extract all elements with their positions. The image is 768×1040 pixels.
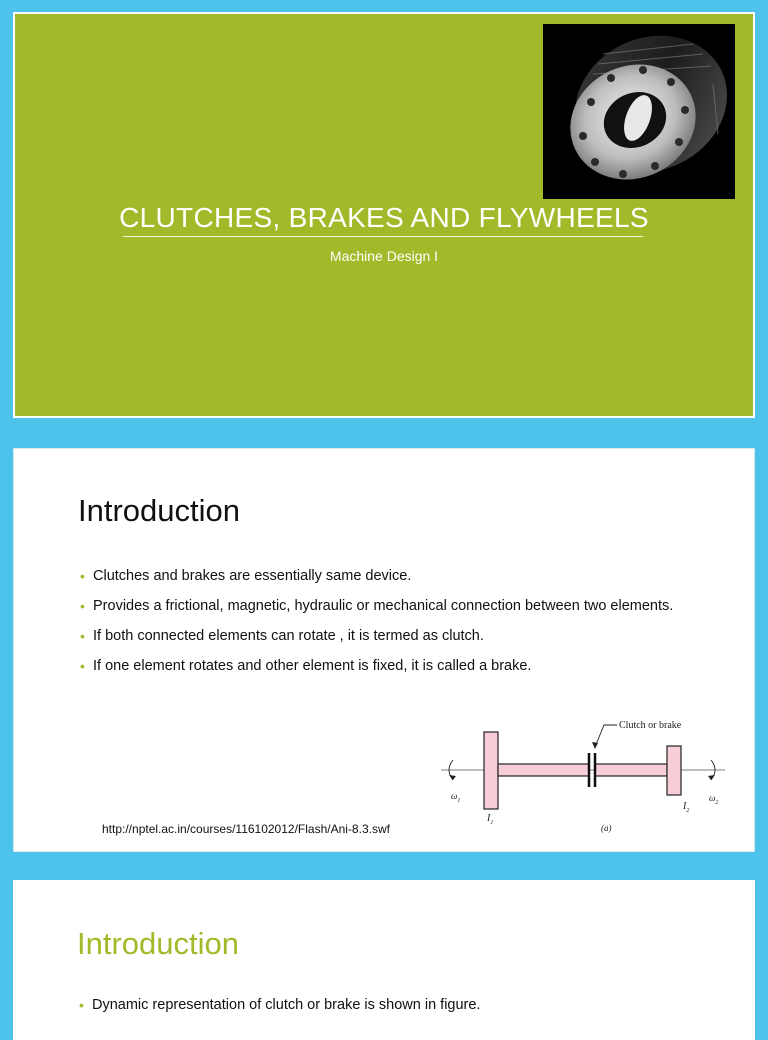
presentation-subtitle: Machine Design I [329, 248, 439, 264]
slide-heading: Introduction [78, 493, 240, 528]
callout-leader [595, 725, 617, 747]
bullet-text: Provides a frictional, magnetic, hydraulic or mechanical connection between two elements. [93, 598, 674, 614]
bullet-list [79, 996, 715, 1026]
bullet-icon: • [80, 628, 85, 644]
presentation-title: CLUTCHES, BRAKES AND FLYWHEELS [119, 202, 649, 233]
shaft-left [498, 764, 589, 776]
bullet-text: Clutches and brakes are essentially same device. [93, 568, 412, 584]
bullet-list [80, 567, 714, 687]
inertia-disc-2 [667, 746, 681, 795]
omega2-subscript: 2 [715, 800, 719, 806]
inertia-disc-1 [484, 732, 498, 809]
bullet-text: If both connected elements can rotate , it is termed as clutch. [93, 628, 484, 644]
bullet-icon: • [80, 568, 85, 584]
title-underline [123, 236, 643, 237]
arrowhead-2 [708, 775, 715, 780]
shaft-right [595, 764, 667, 776]
list-item [80, 657, 714, 676]
inertia2-subscript: 2 [686, 808, 690, 814]
clutch-disc-photo [543, 24, 735, 199]
list-item [80, 627, 714, 646]
omega2-label: ω [709, 793, 716, 803]
list-item [80, 597, 714, 616]
bullet-icon: • [80, 658, 85, 674]
bullet-text: If one element rotates and other element is fixed, it is called a brake. [93, 658, 532, 674]
bullet-text: Dynamic representation of clutch or brake is shown in figure. [92, 997, 481, 1013]
svg-text:ω2 [709, 793, 718, 806]
callout-label: Clutch or brake [619, 720, 682, 731]
svg-text:I2 [682, 801, 689, 814]
bullet-icon: • [80, 598, 85, 614]
introduction-slide-2 [13, 880, 755, 1040]
bullet-icon: • [79, 997, 84, 1013]
svg-text:ω1 [451, 791, 460, 804]
title-slide [13, 12, 755, 418]
list-item [80, 567, 714, 586]
slide-heading: Introduction [77, 926, 239, 961]
arrowhead-1 [449, 775, 456, 780]
omega1-subscript: 1 [457, 798, 461, 804]
inertia1-label: I [487, 813, 491, 824]
figure-caption: (a) [601, 823, 612, 833]
omega1-label: ω [451, 791, 458, 801]
clutch-brake-diagram [439, 717, 729, 845]
callout-arrowhead [592, 742, 598, 749]
svg-text:I1 [486, 813, 493, 826]
introduction-slide-1 [13, 448, 755, 852]
inertia1-subscript: 1 [490, 820, 494, 826]
reference-link[interactable]: http://nptel.ac.in/courses/116102012/Flash/Ani-8.3.swf [102, 822, 390, 836]
inertia2-label: I [683, 801, 687, 812]
list-item [79, 996, 715, 1015]
